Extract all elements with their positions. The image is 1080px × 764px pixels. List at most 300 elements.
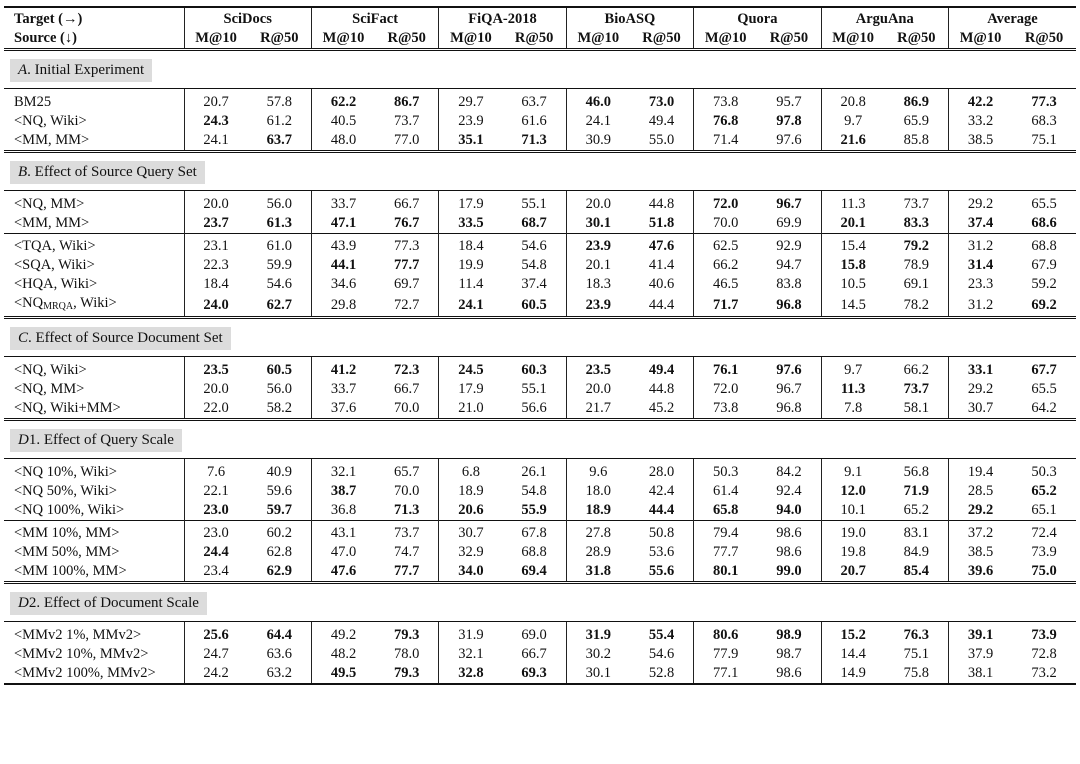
value-cell: 72.8 [1031, 646, 1057, 662]
value-cell: 69.2 [1031, 296, 1057, 313]
value-cell: 20.1 [821, 214, 885, 234]
section-title-text: . Effect of Source Document Set [28, 330, 223, 346]
value-cell: 71.7 [694, 294, 758, 318]
value-cell: 42.4 [648, 483, 675, 499]
value-cell: 14.9 [821, 664, 885, 684]
value-cell: 29.2 [948, 191, 1012, 215]
value-cell: 48.2 [311, 645, 375, 664]
section-title [10, 429, 182, 452]
value-cell: 97.6 [776, 132, 802, 148]
value-cell: 9.7 [821, 357, 885, 381]
value-cell: 65.5 [1031, 381, 1057, 397]
value-cell: 18.0 [566, 482, 630, 501]
value-cell: 30.7 [948, 399, 1012, 420]
value-cell: 51.8 [648, 215, 675, 231]
value-cell: 69.3 [503, 664, 567, 684]
row-label: <MM, MM> [14, 215, 90, 231]
section-letter: C [18, 330, 29, 346]
value-cell: 70.0 [394, 483, 420, 499]
value-cell: 19.9 [439, 256, 503, 275]
value-cell: 41.4 [648, 257, 675, 273]
value-cell: 36.8 [311, 501, 375, 521]
value-cell: 30.2 [566, 645, 630, 664]
value-cell: 98.9 [757, 622, 821, 646]
value-cell: 20.0 [184, 380, 248, 399]
section-title [10, 592, 207, 615]
value-cell: 73.8 [694, 89, 758, 113]
value-cell: 47.6 [311, 562, 375, 583]
value-cell: 77.3 [1012, 89, 1076, 113]
value-cell: 83.1 [885, 521, 949, 544]
dataset-header: BioASQ [566, 7, 693, 29]
row-label: <MMv2 10%, MMv2> [14, 646, 149, 662]
value-cell: 85.4 [903, 563, 930, 579]
value-cell: 41.2 [311, 357, 375, 381]
section-letter: B [18, 164, 28, 180]
value-cell: 96.8 [776, 296, 802, 313]
value-cell: 54.8 [521, 483, 547, 499]
value-cell: 69.1 [903, 276, 930, 292]
value-cell: 21.7 [566, 399, 630, 420]
value-cell: 50.3 [694, 459, 758, 483]
value-cell: 44.1 [311, 256, 375, 275]
value-cell: 79.3 [375, 622, 439, 646]
target-label: Target (→) [4, 7, 184, 29]
value-cell: 59.7 [266, 502, 292, 518]
value-cell: 94.7 [776, 257, 802, 273]
results-table [4, 6, 1076, 685]
value-cell: 37.6 [311, 399, 375, 420]
value-cell: 31.9 [439, 622, 503, 646]
value-cell: 73.9 [1012, 622, 1076, 646]
metric-header: R@50 [885, 29, 949, 50]
section-title-text: . Effect of Document Scale [36, 595, 199, 611]
value-cell: 54.6 [648, 646, 675, 662]
value-cell: 42.2 [948, 89, 1012, 113]
value-cell: 11.3 [821, 191, 885, 215]
value-cell: 18.3 [566, 275, 630, 294]
value-cell: 75.8 [885, 664, 949, 684]
value-cell: 12.0 [821, 482, 885, 501]
value-cell: 58.2 [266, 400, 292, 416]
value-cell: 46.0 [566, 89, 630, 113]
value-cell: 62.7 [266, 296, 292, 313]
value-cell: 83.8 [776, 276, 802, 292]
value-cell: 55.9 [521, 502, 547, 518]
value-cell: 9.7 [821, 112, 885, 131]
value-cell: 39.6 [948, 562, 1012, 583]
value-cell: 97.6 [757, 357, 821, 381]
value-cell: 32.8 [439, 664, 503, 684]
metric-header: M@10 [694, 29, 758, 50]
value-cell: 14.5 [821, 294, 885, 318]
value-cell: 25.6 [184, 622, 248, 646]
value-cell: 34.0 [439, 562, 503, 583]
section-header-row [4, 50, 1076, 89]
value-cell: 21.0 [439, 399, 503, 420]
value-cell: 45.2 [648, 400, 675, 416]
value-cell: 14.4 [821, 645, 885, 664]
value-cell: 9.6 [566, 459, 630, 483]
value-cell: 38.1 [948, 664, 1012, 684]
value-cell: 55.1 [521, 381, 547, 397]
row-label: <MM 100%, MM> [14, 563, 127, 579]
value-cell: 71.3 [394, 502, 420, 518]
value-cell: 62.2 [311, 89, 375, 113]
header-row-datasets [4, 7, 1076, 29]
section-title-text: . Initial Experiment [27, 62, 145, 78]
value-cell: 85.8 [903, 132, 930, 148]
value-cell: 76.8 [694, 112, 758, 131]
value-cell: 20.1 [566, 256, 630, 275]
metric-header: R@50 [375, 29, 439, 50]
value-cell: 96.8 [776, 400, 802, 416]
value-cell: 31.9 [566, 622, 630, 646]
value-cell: 9.1 [821, 459, 885, 483]
table-row [4, 191, 1076, 215]
value-cell: 52.8 [630, 664, 694, 684]
value-cell: 55.0 [648, 132, 675, 148]
value-cell: 15.2 [821, 622, 885, 646]
value-cell: 84.2 [757, 459, 821, 483]
value-cell: 57.8 [248, 89, 312, 113]
value-cell: 29.8 [311, 294, 375, 318]
value-cell: 66.7 [375, 191, 439, 215]
metric-header: M@10 [184, 29, 248, 50]
value-cell: 60.2 [248, 521, 312, 544]
source-label: Source (↓) [4, 29, 184, 50]
value-cell: 29.2 [948, 380, 1012, 399]
value-cell: 96.7 [757, 191, 821, 215]
row-label: <NQ 100%, Wiki> [14, 502, 125, 518]
value-cell: 30.1 [566, 214, 630, 234]
section-header-row [4, 318, 1076, 357]
row-label: <HQA, Wiki> [14, 276, 98, 292]
value-cell: 48.0 [311, 131, 375, 152]
table-row [4, 543, 1076, 562]
value-cell: 77.1 [694, 664, 758, 684]
row-label: <TQA, Wiki> [4, 234, 184, 257]
value-cell: 20.0 [566, 191, 630, 215]
value-cell: 83.3 [903, 215, 930, 231]
row-label: <NQ 10%, Wiki> [4, 459, 184, 483]
value-cell: 19.0 [821, 521, 885, 544]
table-row [4, 459, 1076, 483]
section-letter: D [18, 595, 29, 611]
table-row [4, 294, 1076, 318]
value-cell: 33.2 [948, 112, 1012, 131]
value-cell: 33.7 [311, 191, 375, 215]
section-header-row [4, 583, 1076, 622]
table-row [4, 89, 1076, 113]
value-cell: 31.2 [948, 234, 1012, 257]
value-cell: 20.6 [439, 501, 503, 521]
value-cell: 92.4 [776, 483, 802, 499]
row-label: <MM 10%, MM> [4, 521, 184, 544]
table-row [4, 380, 1076, 399]
value-cell: 63.7 [266, 132, 292, 148]
value-cell: 68.8 [1012, 234, 1076, 257]
table-row [4, 562, 1076, 583]
value-cell: 59.2 [1031, 276, 1057, 292]
value-cell: 84.9 [903, 544, 930, 560]
value-cell: 73.7 [375, 521, 439, 544]
value-cell: 73.7 [885, 191, 949, 215]
value-cell: 47.0 [311, 543, 375, 562]
value-cell: 39.1 [948, 622, 1012, 646]
value-cell: 62.8 [266, 544, 292, 560]
value-cell: 33.1 [948, 357, 1012, 381]
value-cell: 24.7 [184, 645, 248, 664]
table-row [4, 234, 1076, 257]
value-cell: 55.1 [503, 191, 567, 215]
value-cell: 26.1 [503, 459, 567, 483]
value-cell: 32.1 [439, 645, 503, 664]
value-cell: 69.7 [394, 276, 420, 292]
table-row [4, 521, 1076, 544]
value-cell: 22.3 [184, 256, 248, 275]
section-title [10, 59, 152, 82]
dataset-header: SciFact [311, 7, 438, 29]
value-cell: 44.8 [630, 191, 694, 215]
value-cell: 24.4 [184, 543, 248, 562]
value-cell: 60.3 [503, 357, 567, 381]
value-cell: 66.7 [394, 381, 420, 397]
value-cell: 46.5 [694, 275, 758, 294]
value-cell: 49.2 [311, 622, 375, 646]
value-cell: 68.3 [1031, 113, 1057, 129]
value-cell: 65.1 [1031, 502, 1057, 518]
value-cell: 31.2 [948, 294, 1012, 318]
value-cell: 76.7 [394, 215, 420, 231]
value-cell: 23.9 [566, 294, 630, 318]
section-title-text: . Effect of Source Query Set [27, 164, 197, 180]
value-cell: 15.4 [821, 234, 885, 257]
value-cell: 99.0 [776, 563, 802, 579]
value-cell: 63.6 [266, 646, 292, 662]
metric-header: R@50 [630, 29, 694, 50]
value-cell: 50.3 [1012, 459, 1076, 483]
value-cell: 62.9 [266, 563, 292, 579]
value-cell: 19.8 [821, 543, 885, 562]
row-label: <NQ, Wiki+MM> [14, 400, 121, 416]
value-cell: 60.5 [521, 296, 547, 313]
value-cell: 49.4 [648, 113, 675, 129]
value-cell: 61.6 [521, 113, 547, 129]
value-cell: 23.5 [184, 357, 248, 381]
value-cell: 50.8 [630, 521, 694, 544]
value-cell: 17.9 [439, 191, 503, 215]
value-cell: 18.9 [566, 501, 630, 521]
value-cell: 86.7 [375, 89, 439, 113]
section-header-row [4, 420, 1076, 459]
value-cell: 47.6 [630, 234, 694, 257]
value-cell: 54.6 [503, 234, 567, 257]
table-body [4, 50, 1076, 685]
value-cell: 97.8 [776, 113, 802, 129]
value-cell: 7.8 [821, 399, 885, 420]
metric-header: M@10 [566, 29, 630, 50]
value-cell: 65.7 [375, 459, 439, 483]
value-cell: 20.7 [184, 89, 248, 113]
metric-header: R@50 [1012, 29, 1076, 50]
value-cell: 23.7 [184, 214, 248, 234]
value-cell: 56.0 [248, 191, 312, 215]
value-cell: 33.5 [439, 214, 503, 234]
table-row [4, 501, 1076, 521]
value-cell: 62.5 [694, 234, 758, 257]
value-cell: 56.8 [885, 459, 949, 483]
value-cell: 67.9 [1031, 257, 1057, 273]
section-letter-suffix: 1 [28, 432, 37, 448]
value-cell: 65.9 [903, 113, 930, 129]
section-title [10, 327, 231, 350]
value-cell: 49.5 [311, 664, 375, 684]
value-cell: 38.7 [311, 482, 375, 501]
value-cell: 23.3 [948, 275, 1012, 294]
value-cell: 37.2 [948, 521, 1012, 544]
row-label: <NQ, Wiki> [4, 357, 184, 381]
value-cell: 24.0 [184, 294, 248, 318]
value-cell: 70.0 [694, 214, 758, 234]
table-row [4, 622, 1076, 646]
value-cell: 23.5 [566, 357, 630, 381]
dataset-header: Average [948, 7, 1076, 29]
value-cell: 98.6 [757, 664, 821, 684]
value-cell: 18.9 [439, 482, 503, 501]
table-row [4, 664, 1076, 684]
value-cell: 30.7 [439, 521, 503, 544]
value-cell: 69.4 [521, 563, 547, 579]
metric-header: M@10 [311, 29, 375, 50]
header-row-metrics [4, 29, 1076, 50]
value-cell: 40.9 [248, 459, 312, 483]
row-label: <MM, MM> [14, 132, 90, 148]
metric-header: M@10 [948, 29, 1012, 50]
table-row [4, 275, 1076, 294]
value-cell: 55.4 [630, 622, 694, 646]
value-cell: 73.8 [694, 399, 758, 420]
value-cell: 28.0 [630, 459, 694, 483]
value-cell: 61.3 [266, 215, 292, 231]
value-cell: 23.9 [566, 234, 630, 257]
value-cell: 7.6 [184, 459, 248, 483]
value-cell: 73.2 [1012, 664, 1076, 684]
dataset-header: SciDocs [184, 7, 311, 29]
value-cell: 60.5 [248, 357, 312, 381]
value-cell: 24.1 [439, 294, 503, 318]
value-cell: 44.8 [648, 381, 675, 397]
value-cell: 68.6 [1031, 215, 1057, 231]
value-cell: 76.3 [885, 622, 949, 646]
row-label: $<NQ_{MRQA}$, Wiki> [14, 295, 117, 312]
value-cell: 72.0 [694, 191, 758, 215]
value-cell: 73.7 [903, 381, 930, 397]
value-cell: 77.7 [694, 543, 758, 562]
value-cell: 98.6 [776, 544, 802, 560]
value-cell: 24.5 [439, 357, 503, 381]
value-cell: 71.3 [521, 132, 547, 148]
value-cell: 22.1 [184, 482, 248, 501]
value-cell: 15.8 [821, 256, 885, 275]
value-cell: 65.2 [903, 502, 930, 518]
dataset-header: Quora [694, 7, 821, 29]
table-row [4, 214, 1076, 234]
value-cell: 20.0 [184, 191, 248, 215]
value-cell: 72.3 [375, 357, 439, 381]
value-cell: 23.0 [184, 521, 248, 544]
value-cell: 70.0 [394, 400, 420, 416]
value-cell: 73.7 [394, 113, 420, 129]
table-row [4, 112, 1076, 131]
value-cell: 27.8 [566, 521, 630, 544]
dataset-header: ArguAna [821, 7, 948, 29]
value-cell: 92.9 [757, 234, 821, 257]
value-cell: 29.2 [948, 501, 1012, 521]
value-cell: 63.2 [248, 664, 312, 684]
value-cell: 66.2 [694, 256, 758, 275]
value-cell: 32.1 [311, 459, 375, 483]
value-cell: 65.8 [694, 501, 758, 521]
metric-header: M@10 [439, 29, 503, 50]
value-cell: 67.8 [503, 521, 567, 544]
value-cell: 68.8 [521, 544, 547, 560]
value-cell: 79.2 [885, 234, 949, 257]
value-cell: 30.9 [566, 131, 630, 152]
value-cell: 72.7 [394, 296, 420, 313]
value-cell: 77.0 [394, 132, 420, 148]
value-cell: 77.7 [394, 563, 420, 579]
value-cell: 78.2 [903, 296, 930, 313]
value-cell: 40.5 [311, 112, 375, 131]
value-cell: 75.1 [903, 646, 930, 662]
value-cell: 77.9 [694, 645, 758, 664]
value-cell: 69.0 [503, 622, 567, 646]
value-cell: 34.6 [311, 275, 375, 294]
value-cell: 54.8 [521, 257, 547, 273]
value-cell: 56.0 [266, 381, 292, 397]
value-cell: 21.6 [821, 131, 885, 152]
value-cell: 40.6 [648, 276, 675, 292]
value-cell: 68.7 [521, 215, 547, 231]
value-cell: 10.1 [821, 501, 885, 521]
row-label: BM25 [4, 89, 184, 113]
section-letter: A [18, 62, 28, 78]
value-cell: 78.9 [903, 257, 930, 273]
value-cell: 72.4 [1012, 521, 1076, 544]
value-cell: 65.2 [1031, 483, 1057, 499]
section-letter-suffix: 2 [28, 595, 37, 611]
value-cell: 59.6 [266, 483, 292, 499]
value-cell: 80.6 [694, 622, 758, 646]
value-cell: 72.0 [694, 380, 758, 399]
value-cell: 20.0 [566, 380, 630, 399]
value-cell: 77.3 [375, 234, 439, 257]
section-header-row [4, 152, 1076, 191]
value-cell: 96.7 [776, 381, 802, 397]
value-cell: 33.7 [311, 380, 375, 399]
value-cell: 37.4 [521, 276, 547, 292]
value-cell: 59.9 [266, 257, 292, 273]
value-cell: 23.0 [184, 501, 248, 521]
value-cell: 79.4 [694, 521, 758, 544]
value-cell: 11.4 [439, 275, 503, 294]
value-cell: 67.7 [1012, 357, 1076, 381]
table-row [4, 357, 1076, 381]
value-cell: 71.9 [903, 483, 930, 499]
value-cell: 77.7 [394, 257, 420, 273]
value-cell: 17.9 [439, 380, 503, 399]
